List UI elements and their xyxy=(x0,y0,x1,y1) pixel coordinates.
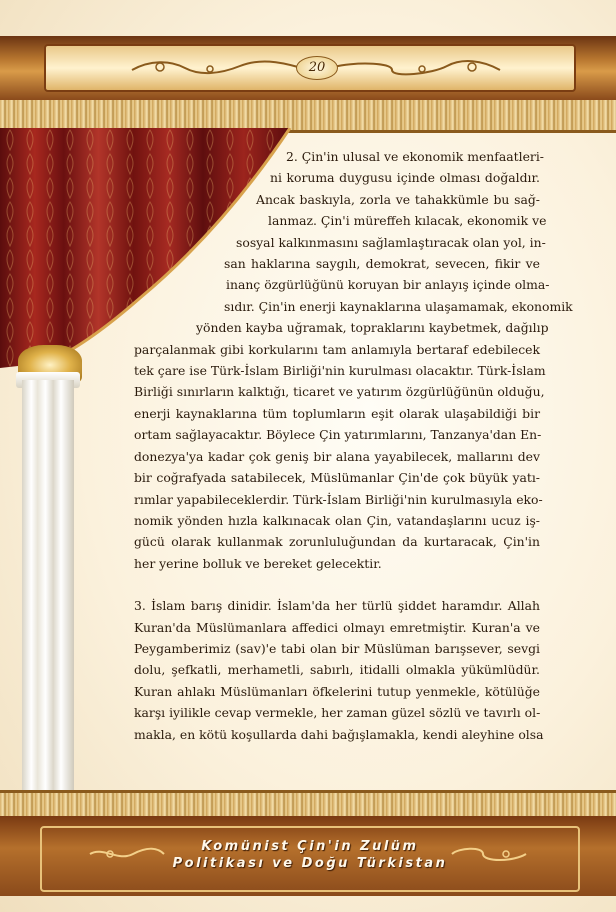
book-title xyxy=(150,838,470,872)
text-line: donezya'ya kadar çok geniş bir alana yayabilecek, mallarını dev xyxy=(134,448,540,464)
bottom-fringe-border xyxy=(0,790,616,819)
page-number: 20 xyxy=(296,56,338,80)
right-scroll-ornament-icon xyxy=(332,58,502,76)
text-line: sıdır. Çin'in enerji kaynaklarına ulaşamamak, ekonomik xyxy=(224,298,573,314)
text-line: gücü olarak kullanmak zorunluluğundan da kurtaracak, Çin'in xyxy=(134,534,540,550)
text-line: rımlar yapabileceklerdir. Türk-İslam Birliği'nin kurulmasıyla eko- xyxy=(134,491,543,507)
text-line: makla, en kötü koşullarda dahi bağışlamakla, kendi aleyhine olsa xyxy=(134,726,544,742)
text-line: ortam sağlayacaktır. Böylece Çin yatırımlarını, Tanzanya'dan En- xyxy=(134,427,542,443)
text-line: bir coğrafyada satabilecek, Müslümanlar Çin'de çok büyük yatı- xyxy=(134,470,540,486)
text-line: 3. İslam barış dinidir. İslam'da her türlü şiddet haramdır. Allah xyxy=(134,598,540,614)
book-title-line-2: Politikası ve Doğu Türkistan xyxy=(172,856,448,871)
text-line: Peygamberimiz (sav)'e tabi olan bir Müslüman barışsever, sevgi xyxy=(134,640,540,656)
text-line: lanmaz. Çin'i müreffeh kılacak, ekonomik ve xyxy=(268,213,547,229)
text-line: inanç özgürlüğünü koruyan bir anlayış içinde olma- xyxy=(226,277,550,293)
text-line: yönden kayba uğramak, topraklarını kaybetmek, dağılıp xyxy=(196,320,549,336)
book-title-line-1: Komünist Çin'in Zulüm xyxy=(201,839,419,854)
text-line: tek çare ise Türk-İslam Birliği'nin kurulması olacaktır. Türk-İslam xyxy=(134,363,546,379)
text-line: sosyal kalkınmasını sağlamlaştıracak olan yol, in- xyxy=(236,234,546,250)
body-text xyxy=(134,146,573,745)
text-line: nomik yönden hızla kalkınacak olan Çin, vatandaşlarını ucuz iş- xyxy=(134,512,540,528)
paragraph-1 xyxy=(134,146,573,574)
right-footer-ornament-icon xyxy=(450,846,528,862)
text-line: enerji kaynaklarına tüm toplumların eşit olarak ulaşabildiği bir xyxy=(134,405,540,421)
text-line: Kuran ahlakı Müslümanları öfkelerini tutup yenmekle, kötülüğe xyxy=(134,683,540,699)
text-line: dolu, şefkatli, merhametli, sabırlı, itidalli olmakla yükümlüdür. xyxy=(134,662,540,678)
paragraph-2 xyxy=(134,595,544,745)
text-line: Birliği sınırların kalktığı, ticaret ve yatırım özgürlüğünün olduğu, xyxy=(134,384,545,400)
text-line: her yerine bolluk ve bereket gelecektir. xyxy=(134,555,382,571)
left-scroll-ornament-icon xyxy=(130,58,300,76)
text-line: 2. Çin'in ulusal ve ekonomik menfaatleri- xyxy=(286,149,544,164)
text-line: san haklarına saygılı, demokrat, sevecen, fikir ve xyxy=(224,256,540,272)
text-line: karşı iyilikle cevap vermekle, her zaman güzel sözlü ve tavırlı ol- xyxy=(134,705,541,721)
paragraph-gap xyxy=(134,574,540,595)
marble-column xyxy=(22,380,74,800)
text-line: Kuran'da Müslümanlara affedici olmayı emretmiştir. Kuran'a ve xyxy=(134,619,540,635)
text-line: ni koruma duygusu içinde olması doğaldır. xyxy=(270,170,540,186)
text-line: parçalanmak gibi korkularını tam anlamıyla bertaraf edebilecek xyxy=(134,341,540,357)
text-line: Ancak baskıyla, zorla ve tahakkümle bu sağ- xyxy=(256,191,540,207)
